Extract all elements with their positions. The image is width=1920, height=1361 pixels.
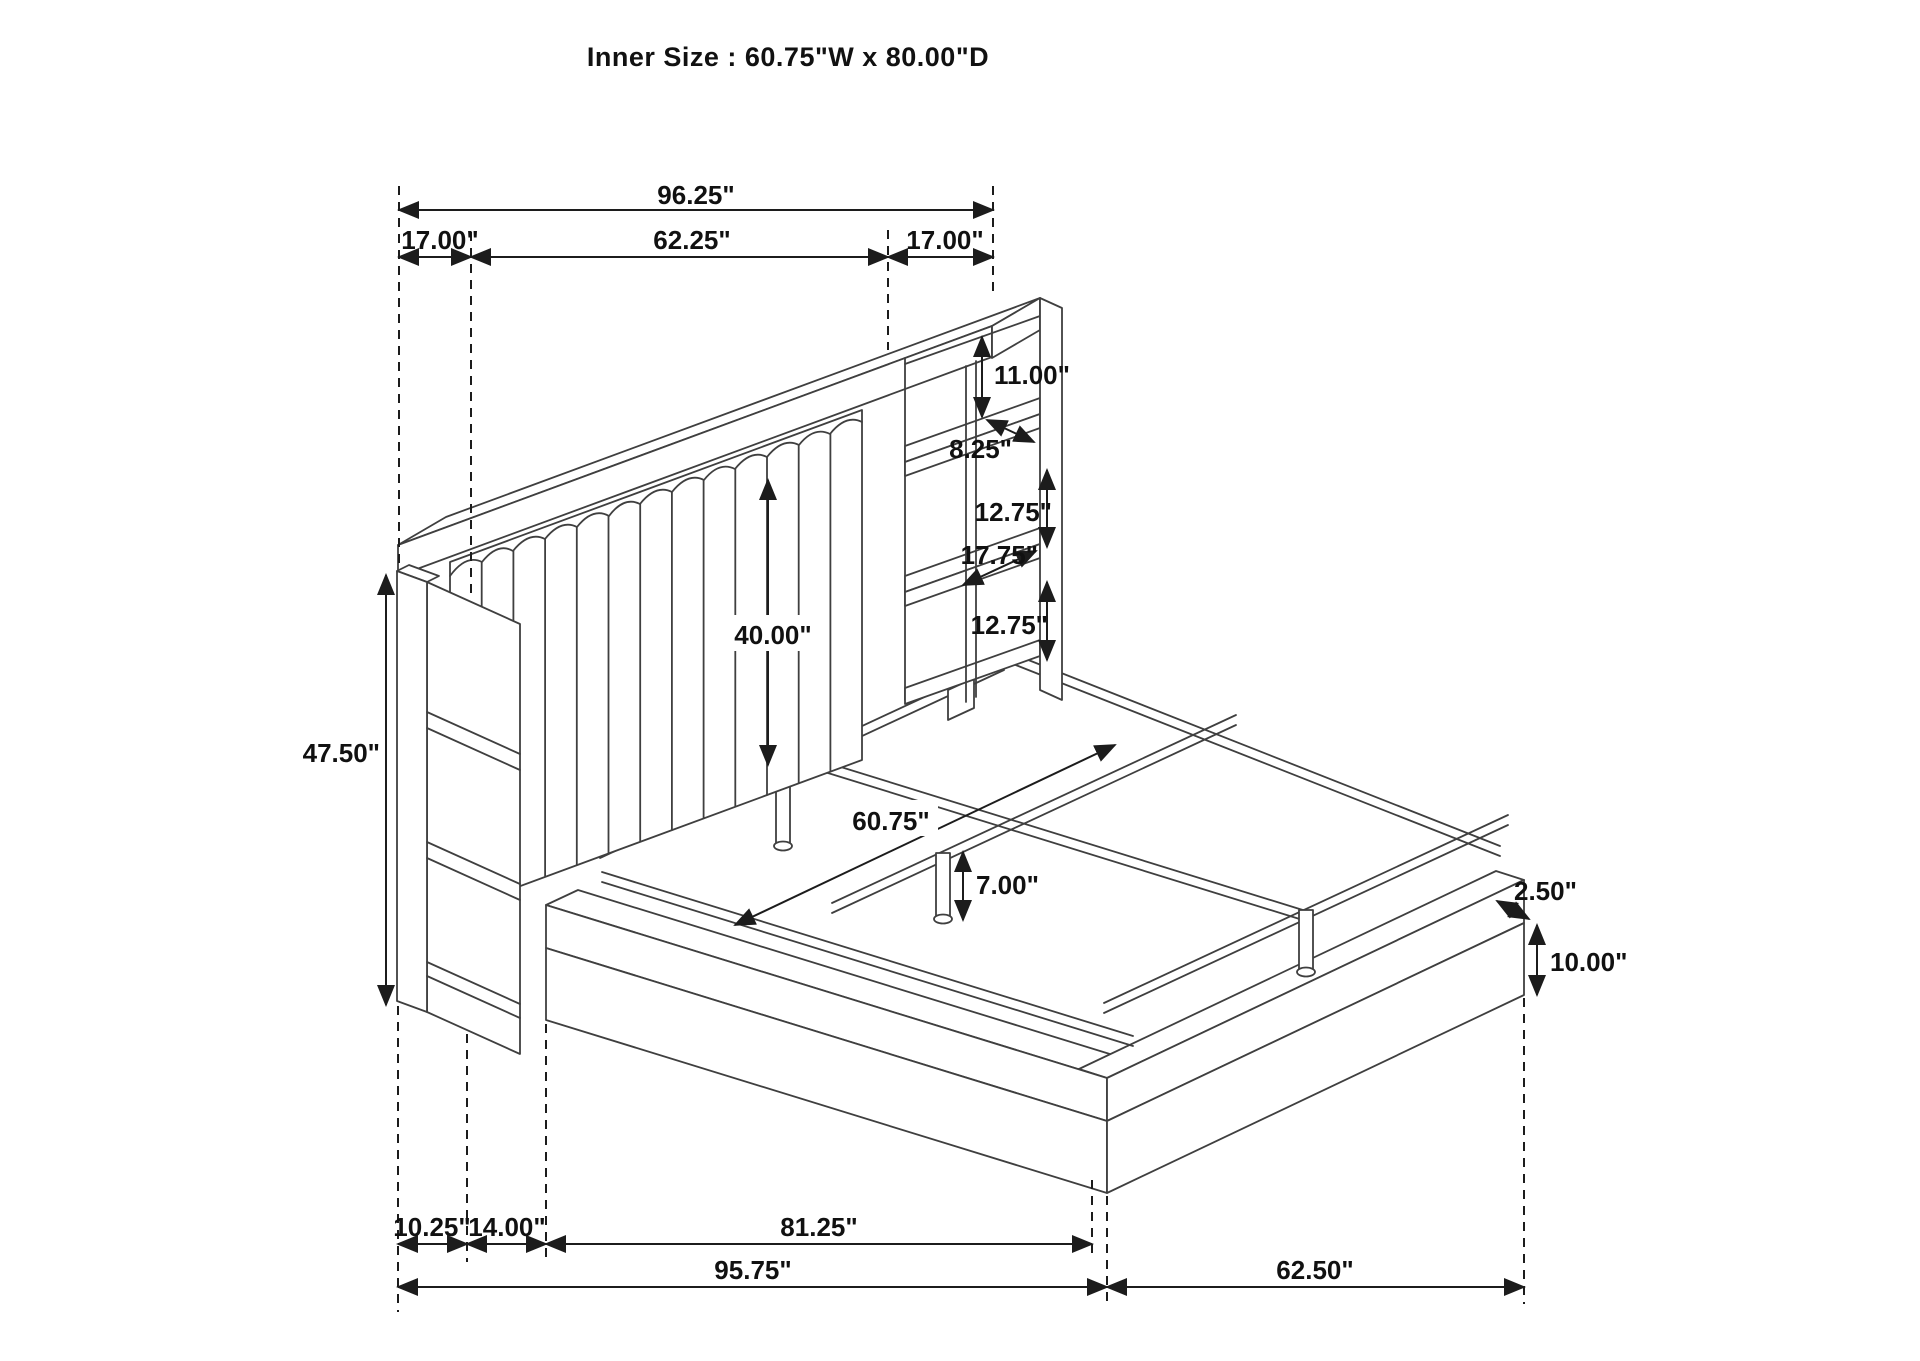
dim-pier-opening-height: 11.00" [994,360,1070,390]
bed-platform [546,871,1524,1193]
bed-line-art [397,298,1524,1193]
dim-upper-shelf-spacing: 12.75" [974,497,1052,527]
dim-pier-height: 47.50" [302,738,380,768]
dim-lower-shelf-spacing: 12.75" [970,610,1048,640]
dim-overall-depth: 62.50" [1276,1255,1354,1285]
dim-right-pier-width: 17.00" [906,225,984,255]
support-leg [1297,910,1315,977]
dim-footboard-ledge: 2.50" [1514,876,1577,906]
dim-leg-height: 7.00" [976,870,1039,900]
dim-headboard-offset: 14.00" [468,1212,546,1242]
page-title: Inner Size : 60.75"W x 80.00"D [586,42,990,72]
dim-overall-width: 96.25" [657,180,735,210]
dim-shelf-diagonal: 17.75" [960,540,1038,570]
dim-pier-depth: 10.25" [393,1212,471,1242]
left-shelf-pier [397,565,520,1054]
support-leg [934,853,952,924]
dim-left-pier-width: 17.00" [401,225,479,255]
dim-overall-length: 95.75" [714,1255,792,1285]
dim-base-height: 10.00" [1550,947,1628,977]
dim-frame-length: 81.25" [780,1212,858,1242]
dim-headboard-panel-height: 40.00" [734,620,812,650]
dim-inner-width: 60.75" [852,806,930,836]
dim-headboard-width: 62.25" [653,225,731,255]
dim-shelf-depth: 8.25" [949,434,1012,464]
